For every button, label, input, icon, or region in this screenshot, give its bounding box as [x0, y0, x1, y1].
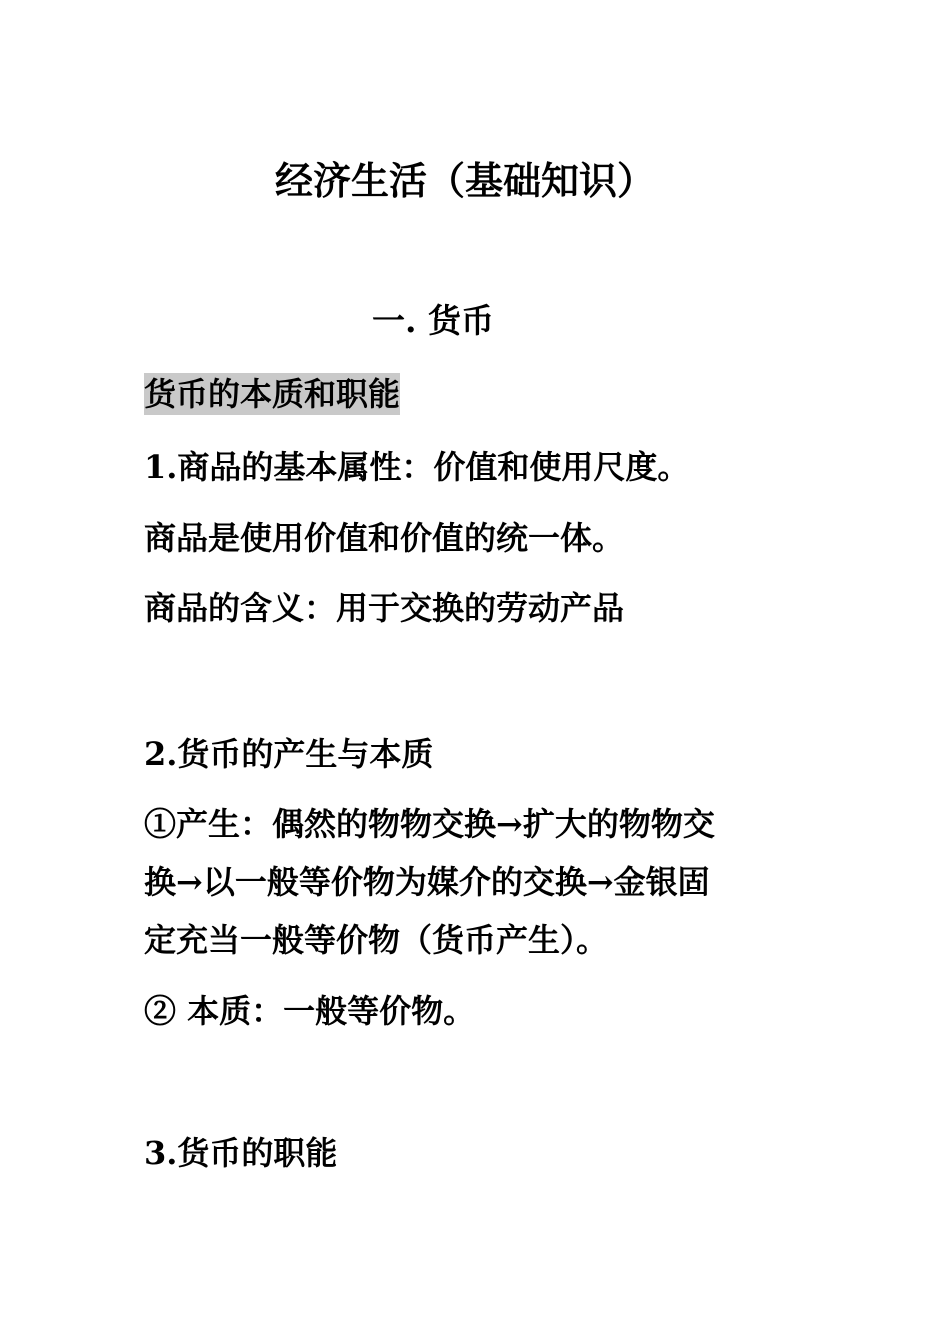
- paragraph-money-origin-line-1: ①产生：偶然的物物交换→扩大的物物交: [144, 805, 715, 843]
- paragraph-commodity-definition: 商品的含义：用于交换的劳动产品: [144, 589, 625, 627]
- paragraph-money-origin-line-3: 定充当一般等价物（货币产生）。: [144, 921, 609, 959]
- paragraph-commodity-unity: 商品是使用价值和价值的统一体。: [144, 519, 625, 557]
- section-heading-currency: 一. 货币: [372, 301, 494, 340]
- paragraph-money-origin-heading: 2.货币的产生与本质: [144, 735, 434, 773]
- document-title: 经济生活（基础知识）: [274, 158, 655, 203]
- highlighted-subsection-text: 货币的本质和职能: [144, 375, 401, 413]
- paragraph-money-origin-line-2: 换→以一般等价物为媒介的交换→金银固: [144, 863, 710, 901]
- paragraph-commodity-attributes: 1.商品的基本属性：价值和使用尺度。: [144, 448, 690, 486]
- subsection-title: [144, 370, 400, 418]
- paragraph-money-functions-heading: 3.货币的职能: [144, 1134, 338, 1172]
- paragraph-money-essence: ② 本质：一般等价物。: [144, 992, 476, 1030]
